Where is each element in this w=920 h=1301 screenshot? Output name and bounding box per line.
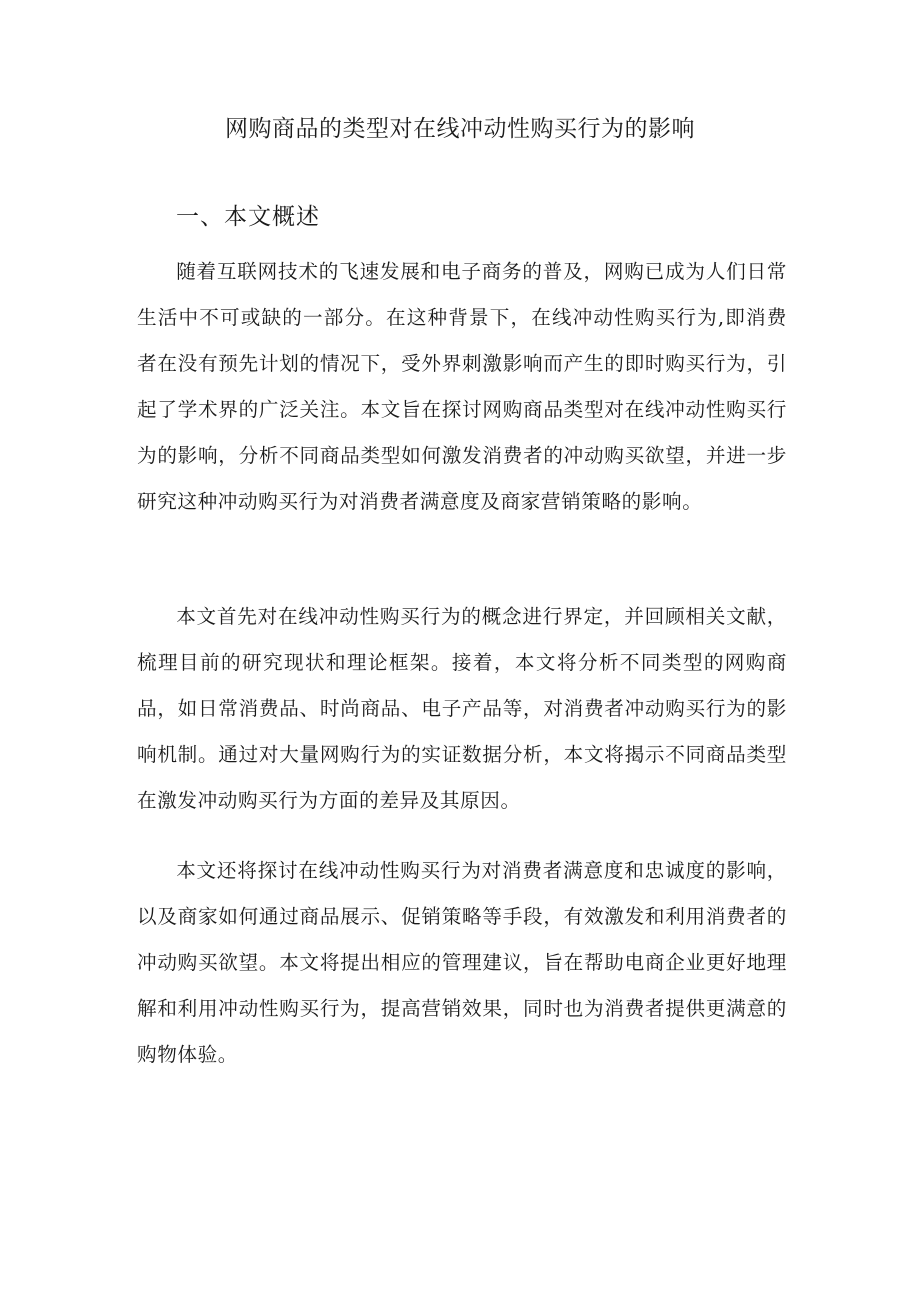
document-title: 网购商品的类型对在线冲动性购买行为的影响	[225, 116, 695, 142]
paragraph-approach: 本文首先对在线冲动性购买行为的概念进行界定，并回顾相关文献，梳理目前的研究现状和理论框架。接着，本文将分析不同类型的网购商品，如日常消费品、时尚商品、电子产品等，对消费者冲动购买行为的影响机制。通过对大量网购行为的实证数据分析，本文将揭示不同商品类型在激发冲动购买行为方面的差异及其原因。	[137, 605, 787, 812]
paragraph-implications: 本文还将探讨在线冲动性购买行为对消费者满意度和忠诚度的影响，以及商家如何通过商品展示、促销策略等手段，有效激发和利用消费者的冲动购买欲望。本文将提出相应的管理建议，旨在帮助电商企业更好地理解和利用冲动性购买行为，提高营销效果，同时也为消费者提供更满意的购物体验。	[137, 859, 787, 1066]
paragraph-overview: 随着互联网技术的飞速发展和电子商务的普及，网购已成为人们日常生活中不可或缺的一部分。在这种背景下，在线冲动性购买行为,即消费者在没有预先计划的情况下，受外界刺激影响而产生的即时购买行为，引起了学术界的广泛关注。本文旨在探讨网购商品类型对在线冲动性购买行为的影响，分析不同商品类型如何激发消费者的冲动购买欲望，并进一步研究这种冲动购买行为对消费者满意度及商家营销策略的影响。	[137, 260, 787, 513]
section-heading: 一、本文概述	[176, 204, 320, 230]
